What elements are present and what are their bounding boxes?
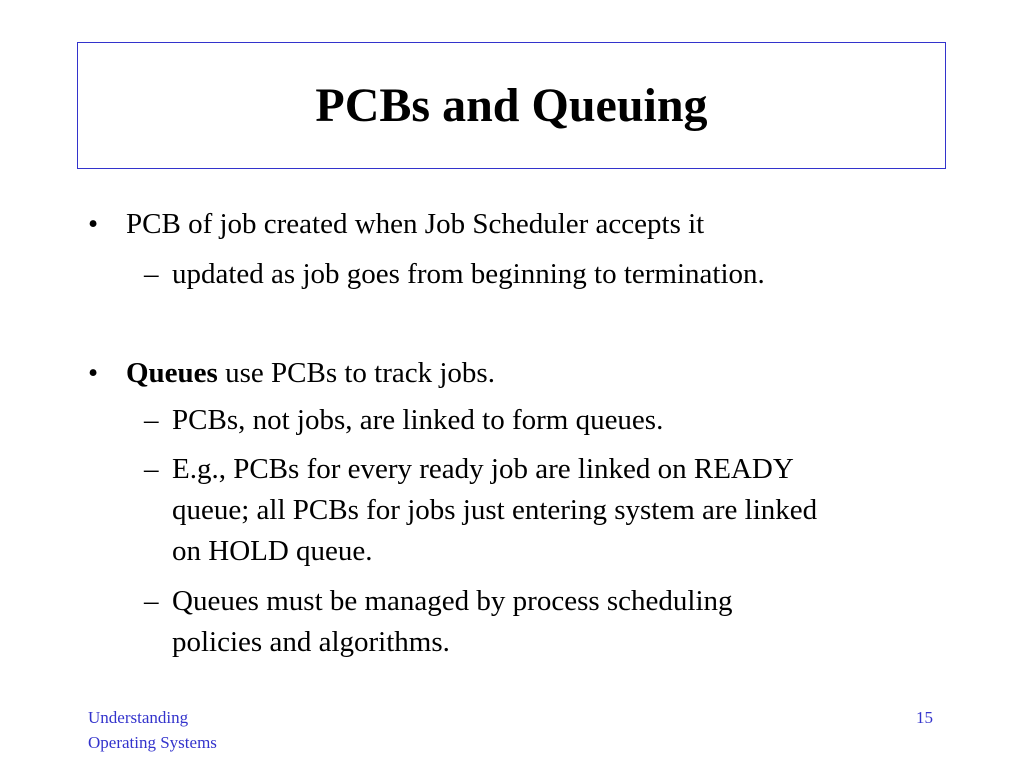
sub-bullet-marker: – (144, 453, 159, 485)
bullet-marker: • (88, 208, 99, 240)
sub-bullet-text-line: Queues must be managed by process scheduling (172, 585, 733, 617)
page-number: 15 (916, 708, 933, 727)
sub-bullet-marker: – (144, 585, 159, 617)
sub-bullet-text-line: E.g., PCBs for every ready job are linked on READY (172, 453, 794, 485)
slide-title: PCBs and Queuing (315, 78, 708, 132)
sub-bullet-marker: – (144, 258, 159, 290)
sub-bullet-text: updated as job goes from beginning to termination. (172, 258, 765, 290)
sub-bullet-marker: – (144, 404, 159, 436)
footer-course-line1: Understanding (88, 708, 189, 727)
bullet-text (126, 359, 495, 388)
bullet-bold-term: Queues (126, 357, 218, 389)
sub-bullet-text-line: queue; all PCBs for jobs just entering system are linked (172, 494, 818, 526)
bullet-marker: • (88, 357, 99, 389)
sub-bullet-text: PCBs, not jobs, are linked to form queues. (172, 404, 664, 436)
sub-bullet-text-line: on HOLD queue. (172, 535, 373, 567)
bullet-text-rest: use PCBs to track jobs. (217, 357, 495, 389)
footer-course-line2: Operating Systems (88, 733, 217, 752)
bullet-text: PCB of job created when Job Scheduler accepts it (126, 208, 705, 240)
sub-bullet-text-line: policies and algorithms. (172, 626, 450, 658)
